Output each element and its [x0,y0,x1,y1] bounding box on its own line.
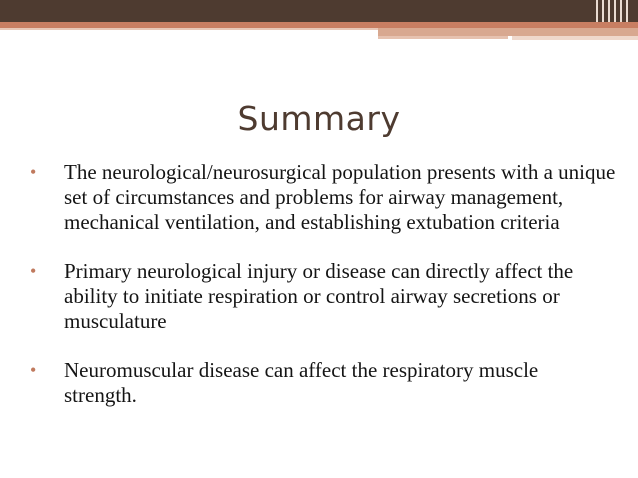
bullet-list [26,160,616,432]
bullet-item [26,160,616,235]
bullet-text: Neuromuscular disease can affect the respiratory muscle strength. [64,358,539,407]
bullet-item [26,358,616,408]
header-right-band-light [512,36,638,40]
bullet-text: The neurological/neurosurgical population presents with a unique set of circumstances and problems for airway management, mechanical ventilation, and establishing extubation criteria [64,160,616,234]
slide-title: Summary [237,99,401,138]
bullet-marker: • [30,162,37,182]
bullet-text: Primary neurological injury or disease can directly affect the ability to initiate respiration or control airway secretions or musculature [64,259,574,333]
bullet-marker: • [30,261,37,281]
header-right-band-short [378,36,508,39]
header-band [0,0,638,22]
bullet-marker: • [30,360,37,380]
header-stripes [592,0,638,22]
bullet-item [26,259,616,334]
header-right-band [378,28,638,36]
